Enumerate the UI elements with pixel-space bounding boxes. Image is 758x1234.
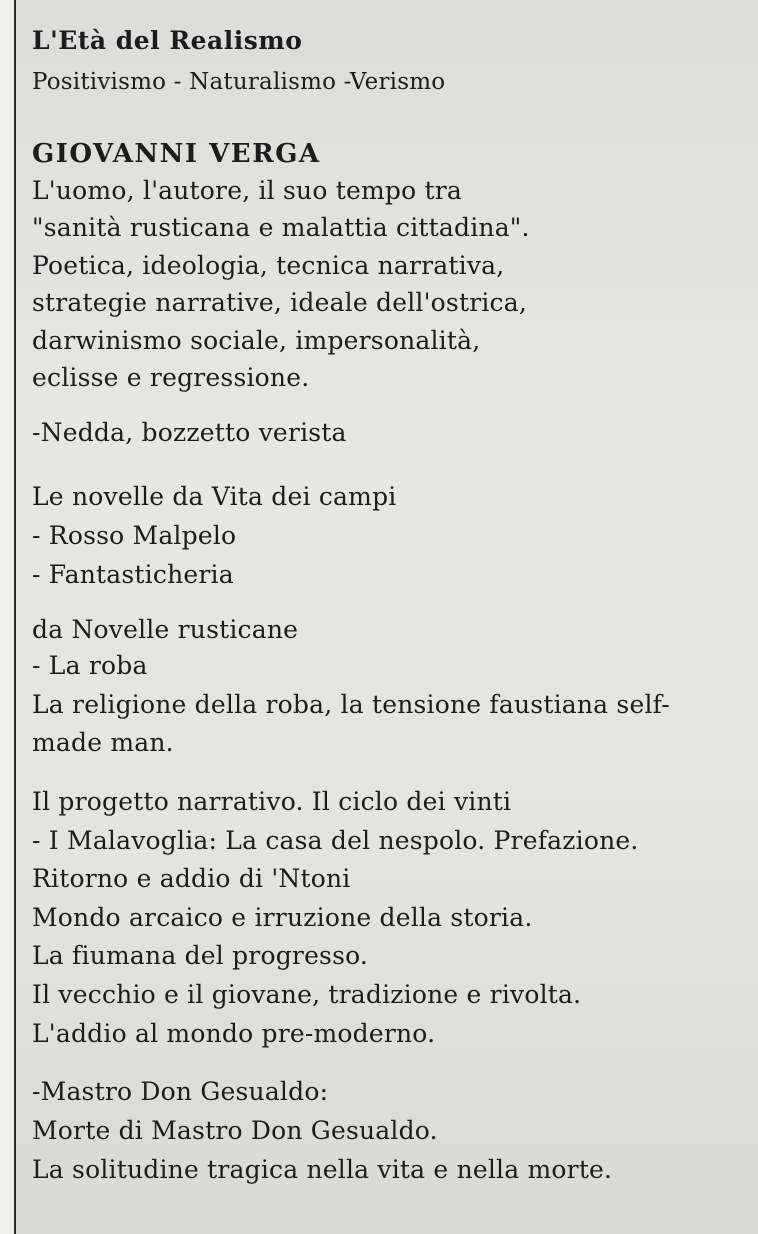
intro-line: strategie narrative, ideale dell'ostrica, [32, 288, 528, 317]
intro-line: darwinismo sociale, impersonalità, [32, 326, 481, 355]
list-item-nedda: -Nedda, bozzetto verista [32, 418, 347, 447]
intro-line: "sanità rusticana e malattia cittadina". [32, 213, 530, 242]
intro-line: eclisse e regressione. [32, 363, 310, 392]
note-line: La religione della roba, la tensione faustiana self- [32, 690, 670, 719]
malavoglia-line: Il vecchio e il giovane, tradizione e rivolta. [32, 980, 582, 1009]
author-heading: GIOVANNI VERGA [32, 139, 321, 169]
section-heading-novelle-rusticane: da Novelle rusticane [32, 615, 299, 644]
malavoglia-line: L'addio al mondo pre-moderno. [32, 1019, 436, 1048]
list-item: - Fantasticheria [32, 560, 234, 589]
intro-line: L'uomo, l'autore, il suo tempo tra [32, 176, 463, 205]
list-item: - La roba [32, 651, 148, 680]
note-line: made man. [32, 728, 174, 757]
list-item: - Rosso Malpelo [32, 521, 237, 550]
section-heading-mastro-don-gesualdo: -Mastro Don Gesualdo: [32, 1077, 329, 1106]
page-margin [0, 0, 14, 1234]
section-heading-ciclo-dei-vinti: Il progetto narrativo. Il ciclo dei vinti [32, 787, 512, 816]
section-heading-vita-dei-campi: Le novelle da Vita dei campi [32, 482, 397, 511]
document-subtitle: Positivismo - Naturalismo -Verismo [32, 69, 446, 95]
malavoglia-line: Mondo arcaico e irruzione della storia. [32, 903, 533, 932]
intro-line: Poetica, ideologia, tecnica narrativa, [32, 251, 505, 280]
document-title: L'Età del Realismo [32, 26, 303, 55]
margin-rule [14, 0, 16, 1234]
malavoglia-line: Ritorno e addio di 'Ntoni [32, 864, 351, 893]
gesualdo-line: La solitudine tragica nella vita e nella morte. [32, 1155, 613, 1184]
gesualdo-line: Morte di Mastro Don Gesualdo. [32, 1116, 438, 1145]
malavoglia-line: - I Malavoglia: La casa del nespolo. Prefazione. [32, 826, 639, 855]
malavoglia-line: La fiumana del progresso. [32, 941, 369, 970]
